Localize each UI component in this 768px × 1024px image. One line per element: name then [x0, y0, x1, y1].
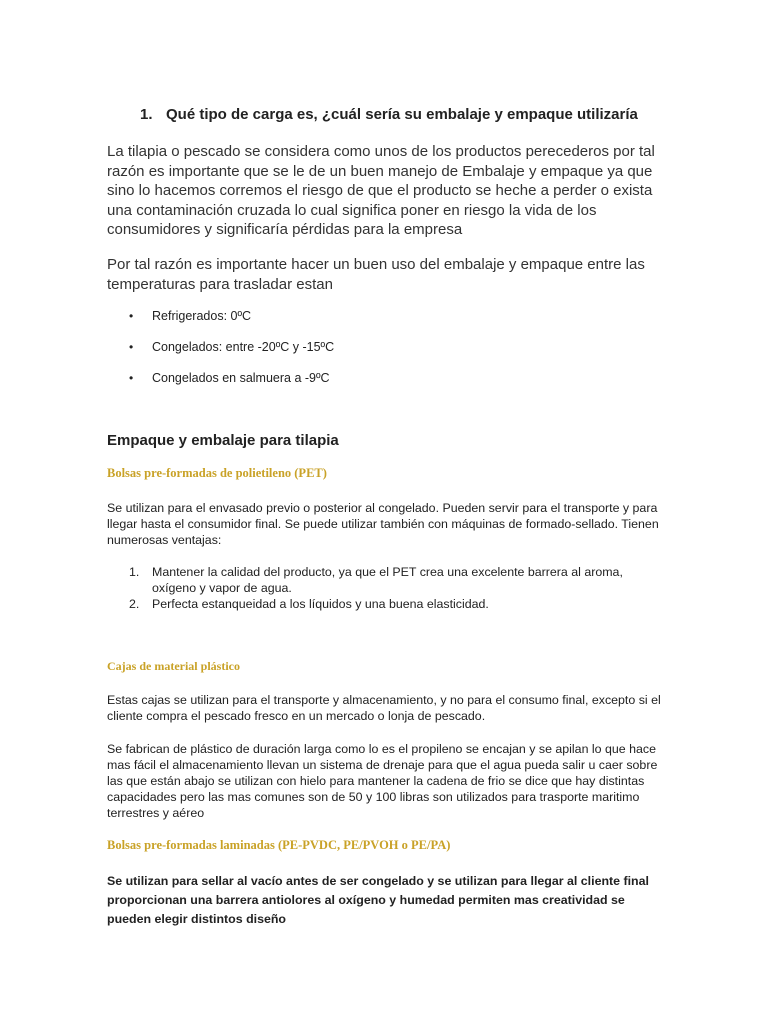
question-text: Qué tipo de carga es, ¿cuál sería su embalaje y empaque utilizaría	[166, 106, 638, 123]
bullet-icon: •	[129, 340, 134, 354]
list-item-text: Perfecta estanqueidad a los líquidos y una buena elasticidad.	[152, 597, 489, 611]
plastic-boxes-paragraph-2: Se fabrican de plástico de duración larga como lo es el propileno se encajan y se apilan lo que hace mas fácil el almacenamiento llevan un sistema de drenaje para que el agua pueda salir u caer sobre las que están abajo se utilizan con hielo para mantener la cadena de frio se dice que hay distintas capacidades pero las mas comunes son de 50 y 100 libras son utilizados para trasporte maritimo terrestres y aéreo	[107, 742, 658, 820]
list-number: 1.	[129, 565, 140, 579]
list-item-text: Congelados: entre -20ºC y -15ºC	[152, 340, 335, 354]
pet-bags-paragraph: Se utilizan para el envasado previo o posterior al congelado. Pueden servir para el transporte y para llegar hasta el consumidor final. Se puede utilizar también con máquinas de formado-sellado. Tienen numerosas ventajas:	[107, 501, 659, 547]
temperature-paragraph: Por tal razón es importante hacer un buen uso del embalaje y empaque entre las temperaturas para trasladar estan	[107, 256, 645, 293]
section-heading: Empaque y embalaje para tilapia	[107, 432, 339, 449]
list-item-text: Refrigerados: 0ºC	[152, 309, 252, 323]
laminated-bags-heading: Bolsas pre-formadas laminadas (PE-PVDC, PE/PVOH o PE/PA)	[107, 838, 451, 852]
bullet-icon: •	[129, 309, 134, 323]
list-item	[107, 339, 667, 370]
plastic-boxes-paragraph-1: Estas cajas se utilizan para el transporte y almacenamiento, y no para el consumo final, excepto si el cliente compra el pescado fresco en un mercado o lonja de pescado.	[107, 693, 661, 723]
list-number: 2.	[129, 597, 140, 611]
advantages-list	[107, 564, 647, 612]
list-item-text: Congelados en salmuera a -9ºC	[152, 371, 330, 385]
plastic-boxes-heading: Cajas de material plástico	[107, 659, 240, 673]
laminated-bags-paragraph: Se utilizan para sellar al vacío antes de ser congelado y se utilizan para llegar al cliente final proporcionan una barrera antiolores al oxígeno y humedad permiten mas creatividad se pueden elegir distintos diseño	[107, 874, 649, 926]
pet-bags-heading: Bolsas pre-formadas de polietileno (PET)	[107, 466, 327, 480]
list-item-text: Mantener la calidad del producto, ya que el PET crea una excelente barrera al aroma, oxígeno y vapor de agua.	[152, 565, 623, 595]
intro-paragraph: La tilapia o pescado se considera como unos de los productos perecederos por tal razón es importante que se le de un buen manejo de Embalaje y empaque ya que sino lo hacemos corremos el riesgo de que el producto se heche a perder o exista una contaminación cruzada lo cual significa poner en riesgo la vida de los consumidores y significaría pérdidas para la empresa	[107, 143, 655, 238]
bullet-icon: •	[129, 371, 134, 385]
list-item	[107, 596, 647, 612]
list-item	[107, 308, 667, 339]
list-item	[107, 564, 647, 596]
question-heading	[140, 106, 700, 123]
temperature-list	[107, 308, 667, 401]
question-number: 1.	[140, 106, 153, 123]
list-item	[107, 370, 667, 401]
